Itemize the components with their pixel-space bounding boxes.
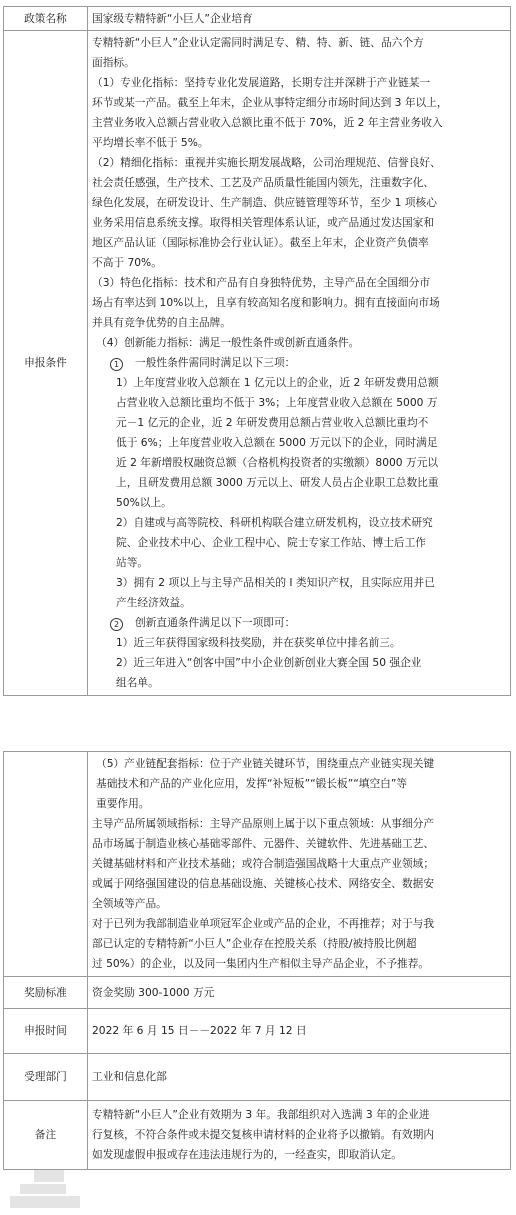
department-value: 工业和信息化部: [88, 1054, 511, 1101]
specialty-indicator: （3）特色化指标：技术和产品有自身独特优势，主导产品在全国细分市 场占有率达到 10%以上，且享有较高知名度和影响力。拥有直接面向市场 并具有竞争优势的自主品牌。: [92, 276, 440, 329]
refinement-indicator: （2）精细化指标：重视并实施长期发展战略，公司治理规范、信誉良好、 社会责任感强，生产技术、工艺及产品质量性能国内领先，注重数字化、 绿色化发展，在研发设计、生产制造、供应链管理等环节，至少 1 项核心 业务采用信息系统支撑。取得相关管理体系认证，或产品通过发达国家和 地区产品认证（国际标准协会行业认证）。截至上年末，企业资产负债率 不高于 70%。: [92, 156, 441, 269]
continued-label-cell: [4, 752, 88, 977]
general-conditions-title: 1 一般性条件需同时满足以下三项：: [92, 353, 506, 373]
circled-number-1-icon: 1: [110, 358, 123, 371]
application-time-label: 申报时间: [4, 1009, 88, 1054]
reward-value: 资金奖励 300-1000 万元: [88, 977, 511, 1009]
intro-paragraph: 专精特新“小巨人”企业认定需同时满足专、精、特、新、链、品六个方 面指标。: [92, 36, 424, 69]
circled-number-2-icon: 2: [110, 618, 123, 631]
conditions-content: [88, 31, 511, 696]
general-condition-3: 3）拥有 2 项以上与主导产品相关的 I 类知识产权，且实际应用并已 产生经济效益。: [116, 576, 435, 609]
direct-condition-1: 1）近三年获得国家级科技奖励，并在获奖单位中排名前三。: [116, 636, 401, 649]
supply-chain-indicator: （5）产业链配套指标：位于产业链关键环节，围绕重点产业链实现关键 基础技术和产品的产业化应用，发挥“补短板”“锻长板”“填空白”等 重要作用。: [96, 757, 435, 810]
blurred-watermark: [6, 1170, 86, 1210]
general-condition-2: 2）自建或与高等院校、科研机构联合建立研发机构，设立技术研究 院、企业技术中心、企业工程中心、院士专家工作站、博士后工作 站等。: [116, 516, 433, 569]
specialization-indicator: （1）专业化指标：坚持专业化发展道路，长期专注并深耕于产业链某一 环节或某一产品。截至上年末，企业从事特定细分市场时间达到 3 年以上， 主营业务收入总额占营业收入总额比重不低于 70%，近 2 年主营业务收入 平均增长率不低于 5%。: [92, 76, 448, 149]
policy-table-part1: [3, 6, 511, 696]
direct-conditions-title: 2 创新直通条件满足以下一项即可：: [92, 613, 506, 633]
general-condition-1: 1）上年度营业收入总额在 1 亿元以上的企业，近 2 年研发费用总额 占营业收入总额比重均不低于 3%；上年度营业收入总额在 5000 万 元－1 亿元的企业，近 2 年研发费用总额占营业收入总额比重均不 低于 6%；上年度营业收入总额在 5000 万元以下的企业，同时满足 近 2 年新增股权融资总额（合格机构投资者的实缴额）8000 万元以 上，且研发费用总额 3000 万元以上、研发人员占企业职工总数比重 50%以上。: [116, 376, 439, 509]
remark-value: 专精特新“小巨人”企业有效期为 3 年。我部组织对入选满 3 年的企业进 行复核，不符合条件或未提交复核申请材料的企业将予以撤销。有效期内 如发现虚假申报或存在违法违规行为的，一经查实，即取消认定。: [88, 1101, 511, 1170]
policy-table-part2: [3, 751, 511, 1170]
policy-name-value: 国家级专精特新“小巨人”企业培育: [88, 7, 511, 31]
innovation-indicator: （4）创新能力指标：满足一般性条件或创新直通条件。: [96, 336, 360, 349]
application-time-value: 2022 年 6 月 15 日－－2022 年 7 月 12 日: [88, 1009, 511, 1054]
direct-condition-2: 2）近三年进入“创客中国”中小企业创新创业大赛全国 50 强企业 组名单。: [116, 656, 422, 689]
policy-name-label: 政策名称: [4, 7, 88, 31]
exclusion-note: 对于已列为我部制造业单项冠军企业或产品的企业，不再推荐；对于与我 部已认定的专精特新“小巨人”企业存在控股关系（持股/被持股比例超 过 50%）的企业，以及同一集团内生产相似主导产品企业，不予推荐。: [92, 917, 435, 970]
product-field-indicator: 主导产品所属领域指标：主导产品原则上属于以下重点领域：从事细分产 品市场属于制造业核心基础零部件、元器件、关键软件、先进基础工艺、 关键基础材料和产业技术基础；或符合制造强国战略十大重点产业领域； 或属于网络强国建设的信息基础设施、关键核心技术、网络安全、数据安 全领域等产品。: [92, 817, 435, 910]
remark-label: 备注: [4, 1101, 88, 1170]
reward-label: 奖励标准: [4, 977, 88, 1009]
continued-conditions: [88, 752, 511, 977]
conditions-label: 申报条件: [4, 31, 88, 696]
department-label: 受理部门: [4, 1054, 88, 1101]
